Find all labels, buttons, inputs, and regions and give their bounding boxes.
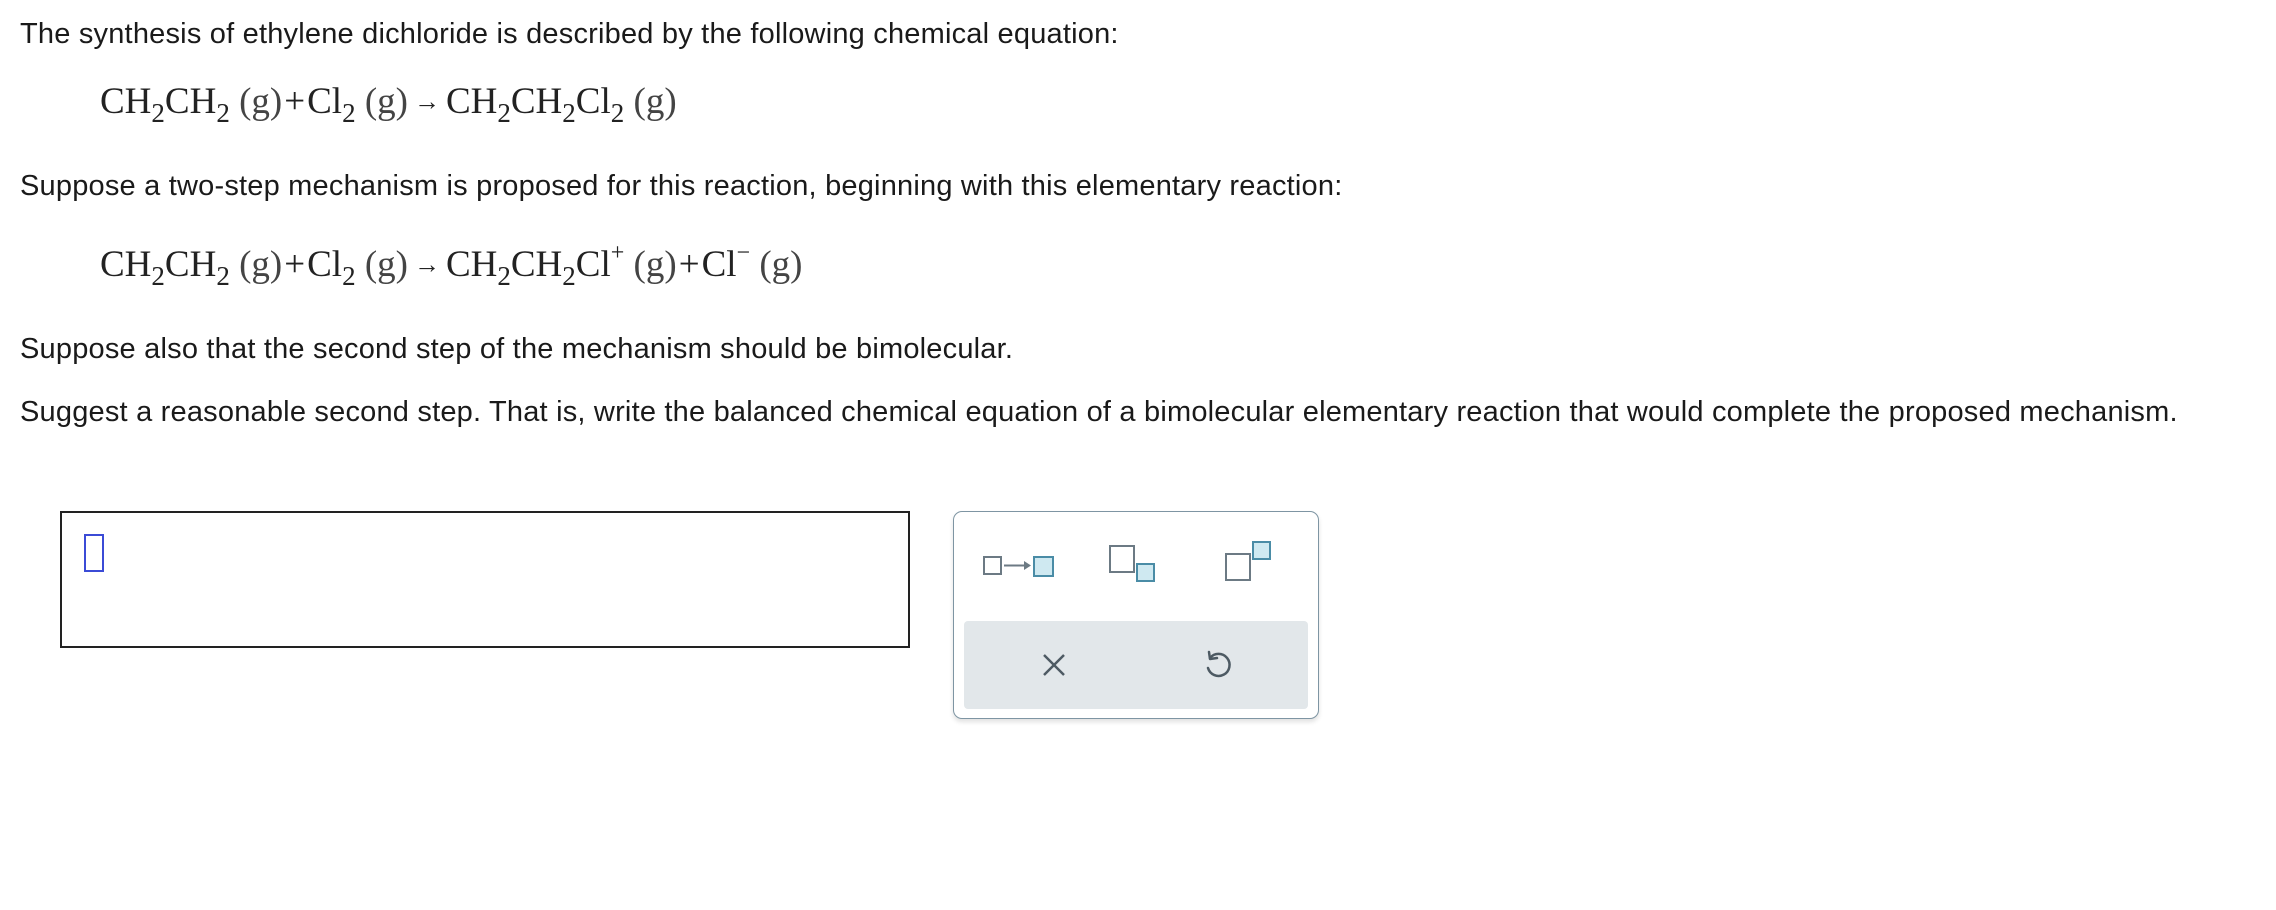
first-step-equation: $CH_2CH_2$ $(g)+Cl_2$ $(g) \to CH_2CH_2Cl^+$ (g)+Cl− (g) [100,240,803,291]
answer-input[interactable] [60,511,910,648]
undo-button[interactable] [1196,643,1240,687]
subscript-icon [1104,540,1164,586]
tool-palette [953,511,1319,719]
action-bar [964,621,1308,709]
superscript-button[interactable] [1220,540,1280,586]
overall-equation: $CH_2CH_2$ $(g)+Cl_2$ $(g) \to CH_2CH_2Cl_2$ (g) [100,81,677,128]
cursor-placeholder[interactable] [84,534,104,572]
superscript-icon [1220,540,1280,586]
subscript-button[interactable] [1104,540,1164,586]
reaction-arrow-button[interactable] [979,540,1059,586]
instruction-text: Suggest a reasonable second step. That is, write the balanced chemical equation of a bimolecular elementary reaction that would complete the proposed mechanism. [20,396,2178,428]
second-step-note: Suppose also that the second step of the mechanism should be bimolecular. [20,333,1014,365]
mechanism-intro: Suppose a two-step mechanism is proposed for this reaction, beginning with this elementary reaction: [20,170,1343,202]
question-intro: The synthesis of ethylene dichloride is described by the following chemical equation: [20,18,1119,50]
reaction-arrow: → [413,87,440,116]
undo-icon [1196,643,1240,687]
clear-icon [1032,643,1076,687]
reaction-arrow-icon [979,540,1059,586]
clear-button[interactable] [1032,643,1076,687]
reaction-arrow: → [413,250,440,279]
